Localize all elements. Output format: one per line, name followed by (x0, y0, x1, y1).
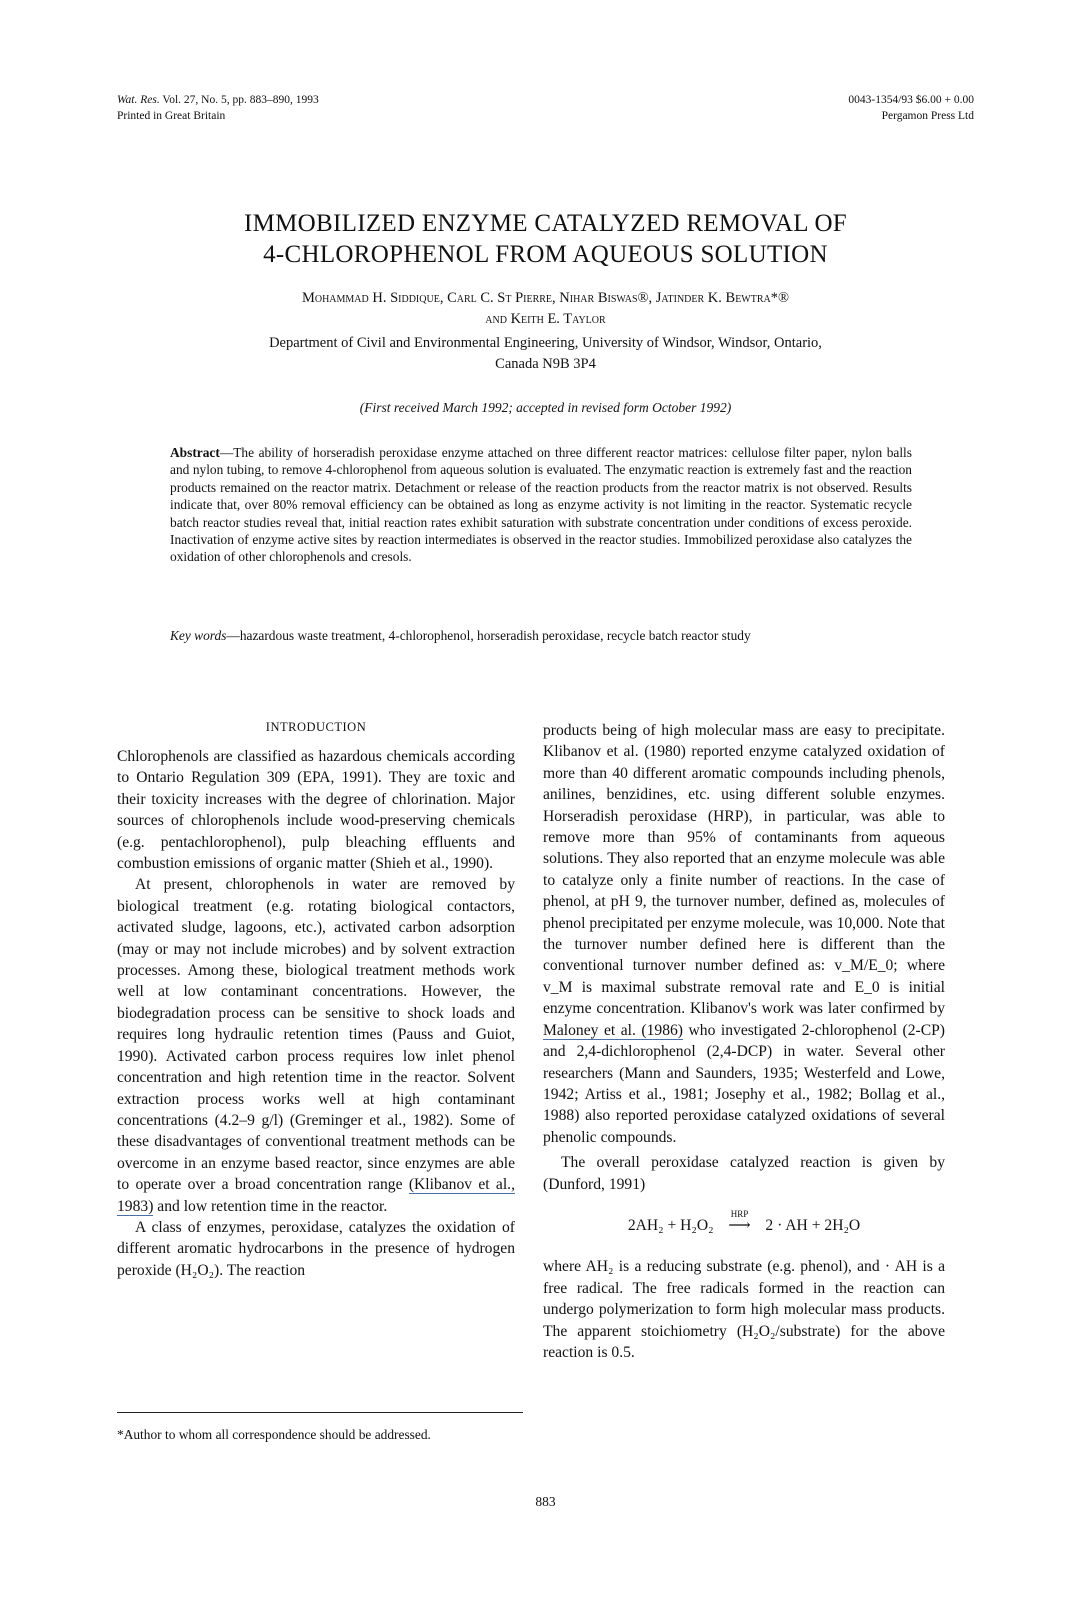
abstract-label: Abstract (170, 445, 220, 460)
intro-paragraph-3: A class of enzymes, peroxidase, catalyzes the oxidation of different aromatic hydrocarbons in the presence of hydrogen peroxide (H₂O₂). The reaction (117, 1218, 515, 1279)
publisher-name: Pergamon Press Ltd (881, 110, 974, 122)
footnote: *Author to whom all correspondence should be addressed. (117, 1427, 431, 1442)
author-list (0, 288, 1091, 330)
left-column (117, 720, 515, 1281)
received-dates: (First received March 1992; accepted in revised form October 1992) (359, 400, 732, 415)
intro-paragraph-4-text: products being of high molecular mass are easy to precipitate. Klibanov et al. (1980) reported enzyme catalyzed oxidation of more than 40 different aromatic compounds including phenols, anilines, benzidines, etc. using different soluble enzymes. Horseradish peroxidase (HRP), in particular, was able to remove more than 95% of contaminants from aqueous solutions. They also reported that an enzyme molecule was able to catalyze only a finite number of reactions. In the case of phenol, at pH 9, the turnover number, defined as, molecules of phenol precipitated per enzyme molecule, was 10,000. Note that the turnover number defined here is different than the conventional turnover number defined as: v_M/E_0; where v_M is maximal substrate removal rate and E_0 is initial enzyme concentration. Klibanov's work was later confirmed by (543, 722, 945, 1018)
authors-line-1: Mohammad H. Siddique, Carl C. St Pierre, Nihar Biswas®, Jatinder K. Bewtra*® (301, 290, 790, 306)
title-line-1: IMMOBILIZED ENZYME CATALYZED REMOVAL OF (244, 210, 847, 237)
catalyst-label: HRP (730, 1208, 749, 1219)
issn-code: 0043-1354/93 $6.00 + 0.00 (848, 94, 974, 106)
intro-paragraph-2 (117, 874, 515, 1217)
authors-line-2: and Keith E. Taylor (485, 311, 606, 327)
section-heading: INTRODUCTION (265, 720, 367, 734)
keywords (170, 627, 912, 644)
footnote-divider (117, 1412, 523, 1413)
reaction-arrow: HRP ⟶ (717, 1215, 761, 1236)
equation-left: 2AH₂ + H₂O₂ (627, 1216, 714, 1234)
page-number: 883 (535, 1494, 556, 1509)
keywords-text: —hazardous waste treatment, 4-chlorophenol, horseradish peroxidase, recycle batch reactor study (226, 628, 751, 643)
intro-paragraph-4-end: who investigated 2-chlorophenol (2-CP) and 2,4-dichlorophenol (2,4-DCP) in water. Several other researchers (Mann and Saunders, 1935; Westerfeld and Lowe, 1942; Artiss et al., 1981; Josephy et al., 1982; Bollag et al., 1988) also reported peroxidase catalyzed oxidations of several phenolic compounds. (543, 1021, 945, 1146)
paper-title (0, 208, 1091, 270)
intro-paragraph-6: where AH₂ is a reducing substrate (e.g. phenol), and · AH is a free radical. The free radicals formed in the reaction can undergo polymerization to form high molecular mass products. The apparent stoichiometry (H₂O₂/substrate) for the above reaction is 0.5. (543, 1258, 945, 1361)
abstract (170, 444, 912, 566)
affiliation (120, 333, 971, 375)
keywords-label: Key words (170, 628, 227, 643)
maloney-citation-link[interactable]: Maloney et al. (1986) (543, 1021, 683, 1039)
affiliation-line-2: Canada N9B 3P4 (495, 356, 596, 372)
right-column (543, 720, 945, 1363)
journal-header (117, 92, 319, 124)
reaction-equation (543, 1208, 945, 1236)
printed-in: Printed in Great Britain (117, 110, 226, 122)
journal-name: Wat. Res. (117, 94, 160, 106)
intro-paragraph-1: Chlorophenols are classified as hazardous chemicals according to Ontario Regulation 309 (EPA, 1991). They are toxic and their toxicity increases with the degree of chlorination. Major sources of chlorophenols include wood-preserving chemicals (e.g. pentachlorophenol), pulp bleaching effluents and combustion emissions of organic matter (Shieh et al., 1990). (117, 748, 515, 873)
intro-paragraph-5: The overall peroxidase catalyzed reaction is given by (Dunford, 1991) (543, 1154, 945, 1193)
abstract-text: —The ability of horseradish peroxidase enzyme attached on three different reactor matrices: cellulose filter paper, nylon balls and nylon tubing, to remove 4-chlorophenol from aqueous solution is evaluated. The enzymatic reaction is extremely fast and the reaction products remained on the reactor matrix. Detachment or release of the reaction products from the reactor matrix is not observed. Results indicate that, over 80% removal efficiency can be obtained as long as enzyme activity is not limiting in the reactor. Systematic recycle batch reactor studies reveal that, initial reaction rates exhibit saturation with substrate concentration under conditions of excess peroxide. Inactivation of enzyme active sites by reaction intermediates is observed in the reactor studies. Immobilized peroxidase also catalyzes the oxidation of other chlorophenols and cresols. (170, 445, 912, 565)
intro-paragraph-4 (543, 720, 945, 1148)
intro-paragraph-2-text: At present, chlorophenols in water are removed by biological treatment (e.g. rotating biological contactors, activated sludge, lagoons, etc.), activated carbon adsorption (may or may not include microbes) and by solvent extraction processes. Among these, biological treatment methods work well at low contaminant concentrations. However, the biodegradation process can be sensitive to shock loads and requires long hydraulic retention times (Pauss and Guiot, 1990). Activated carbon process requires low inlet phenol concentration and high retention time in the reactor. Solvent extraction process works well at high contaminant concentrations (4.2–9 g/l) (Greminger et al., 1982). Some of these disadvantages of conventional treatment methods can be overcome in an enzyme based reactor, since enzymes are able to operate over a broad concentration range (117, 876, 515, 1194)
publisher-header (848, 92, 974, 124)
intro-paragraph-2-end: and low retention time in the reactor. (153, 1197, 388, 1215)
equation-right: 2 · AH + 2H₂O (765, 1216, 861, 1234)
klibanov-citation-link[interactable]: (Klibanov et al., 1983) (117, 1176, 515, 1215)
journal-citation: Vol. 27, No. 5, pp. 883–890, 1993 (162, 94, 319, 106)
title-line-2: 4-CHLOROPHENOL FROM AQUEOUS SOLUTION (263, 241, 828, 268)
affiliation-line-1: Department of Civil and Environmental Engineering, University of Windsor, Windsor, Ontario, (269, 335, 822, 351)
